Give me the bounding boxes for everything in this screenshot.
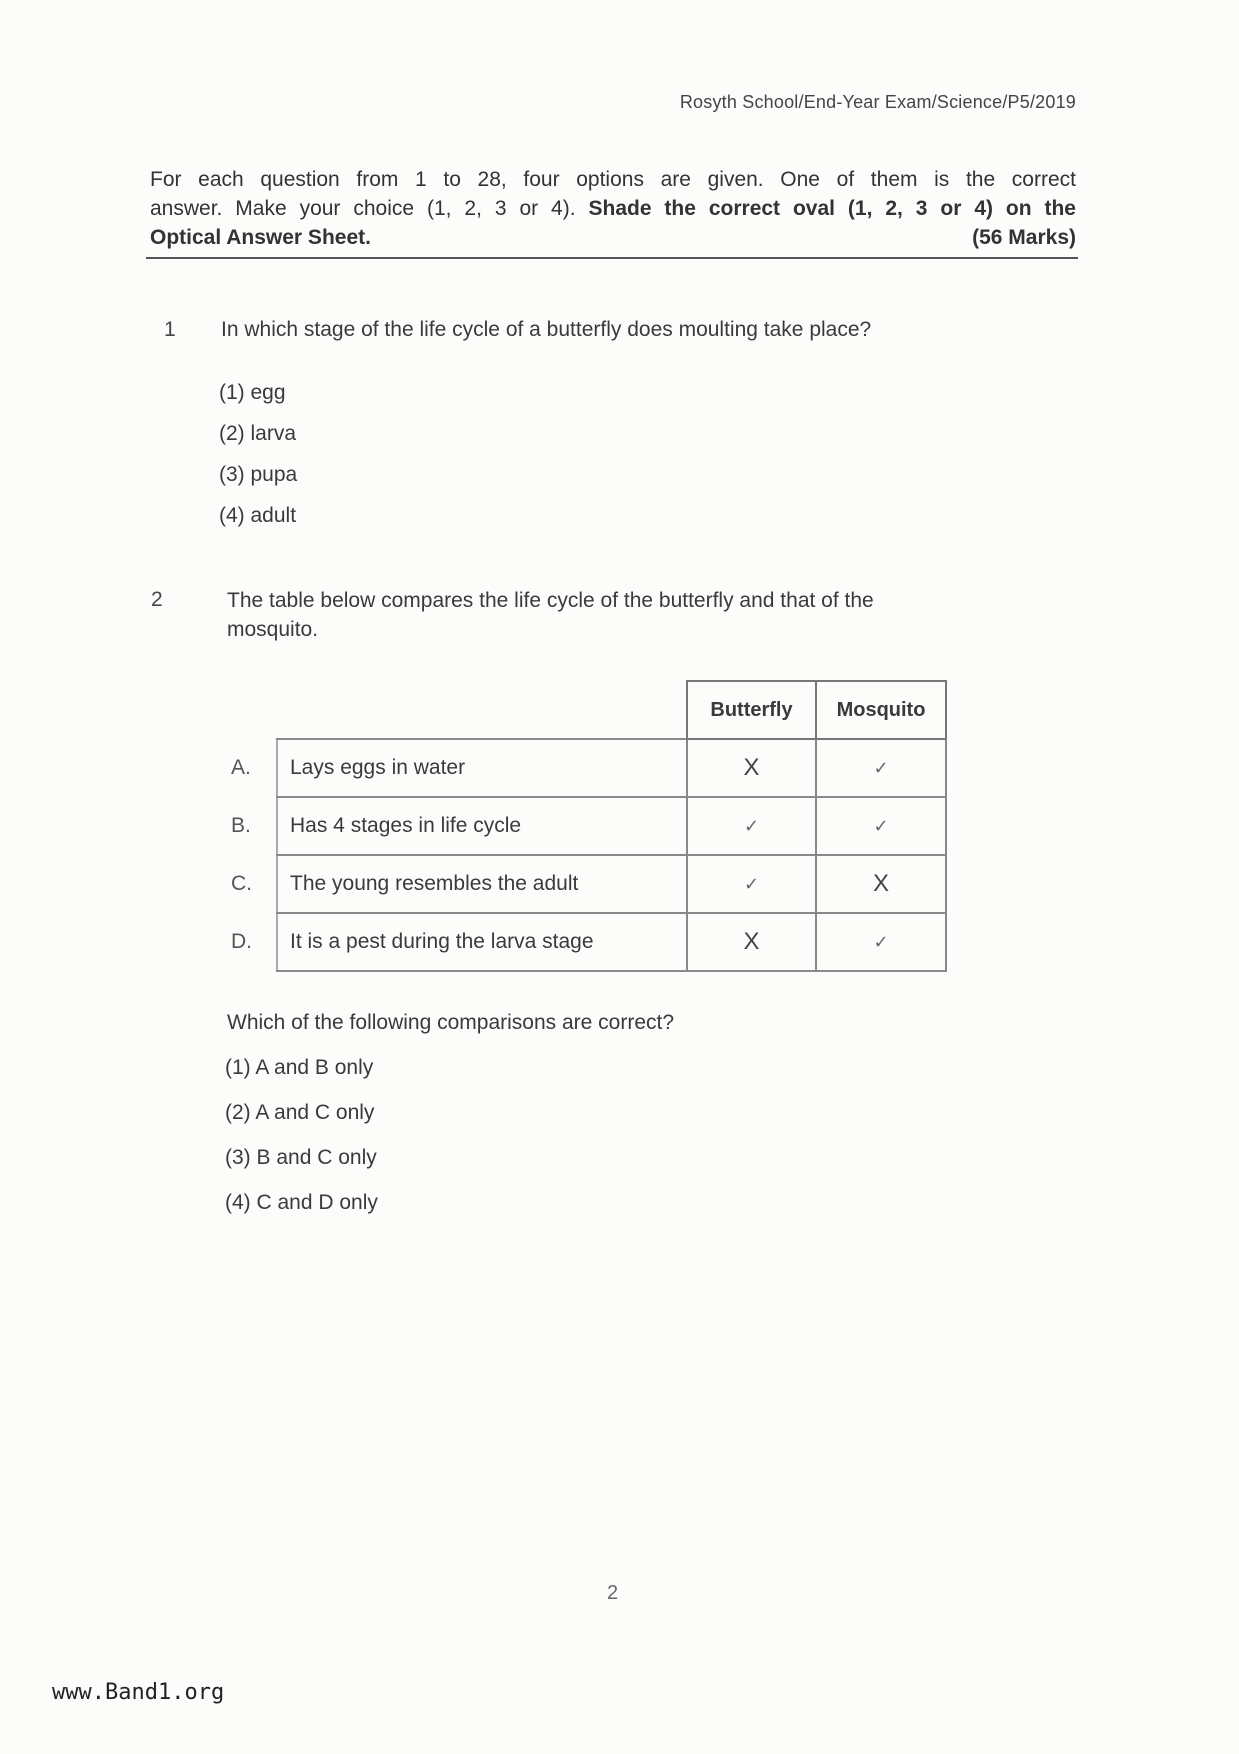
question-1-option-2: (2) larva [219, 422, 297, 445]
row-label: C. [231, 872, 252, 895]
question-1-number: 1 [164, 318, 176, 341]
header-butterfly: Butterfly [687, 681, 816, 739]
exam-header: Rosyth School/End-Year Exam/Science/P5/2019 [679, 92, 1076, 112]
instructions [150, 165, 1076, 252]
butterfly-tick-mark: ✓ [687, 855, 816, 913]
question-1-option-4: (4) adult [219, 504, 297, 527]
mosquito-tick-mark: ✓ [816, 913, 946, 971]
table-row [225, 739, 946, 797]
divider-rule [146, 257, 1078, 259]
instructions-answer-sheet: Optical Answer Sheet. [150, 226, 371, 249]
page-number: 2 [607, 1582, 619, 1604]
instructions-line-3 [150, 223, 1076, 252]
row-description: Lays eggs in water [277, 739, 687, 797]
question-2-option-4: (4) C and D only [225, 1191, 378, 1214]
question-2-number: 2 [151, 588, 163, 611]
instructions-line-2 [150, 194, 1076, 223]
question-1-option-1: (1) egg [219, 381, 286, 404]
table-row [225, 797, 946, 855]
question-2-option-1: (1) A and B only [225, 1056, 374, 1079]
question-2-prompt: Which of the following comparisons are correct? [227, 1011, 675, 1034]
question-2-option-3: (3) B and C only [225, 1146, 377, 1169]
comparison-table [225, 680, 947, 972]
header-mosquito: Mosquito [816, 681, 946, 739]
table-row [225, 913, 946, 971]
instructions-normal: answer. Make your choice (1, 2, 3 or 4). [150, 197, 576, 220]
butterfly-tick-mark: ✓ [687, 797, 816, 855]
mosquito-tick-mark: ✓ [816, 739, 946, 797]
question-2-text-line-1: The table below compares the life cycle of the butterfly and that of the [227, 589, 874, 612]
row-label: B. [231, 814, 251, 837]
site-watermark: www.Band1.org [52, 1680, 225, 1705]
row-description: Has 4 stages in life cycle [277, 797, 687, 855]
marks-total: (56 Marks) [972, 226, 1076, 249]
row-description: It is a pest during the larva stage [277, 913, 687, 971]
question-2-option-2: (2) A and C only [225, 1101, 375, 1124]
mosquito-cross-mark: X [816, 855, 946, 913]
butterfly-cross-mark: X [687, 739, 816, 797]
table-header-row [225, 681, 946, 739]
question-2-text-line-2: mosquito. [227, 618, 319, 641]
instructions-bold: Shade the correct oval (1, 2, 3 or 4) on the [588, 197, 1076, 220]
question-2-text [227, 586, 874, 644]
row-description: The young resembles the adult [277, 855, 687, 913]
table-row [225, 855, 946, 913]
instructions-line-1: For each question from 1 to 28, four options are given. One of them is the correct [150, 168, 1076, 191]
question-1-option-3: (3) pupa [219, 463, 298, 486]
mosquito-tick-mark: ✓ [816, 797, 946, 855]
row-label: A. [231, 756, 251, 779]
butterfly-cross-mark: X [687, 913, 816, 971]
row-label: D. [231, 930, 252, 953]
question-1-text: In which stage of the life cycle of a butterfly does moulting take place? [221, 318, 872, 341]
